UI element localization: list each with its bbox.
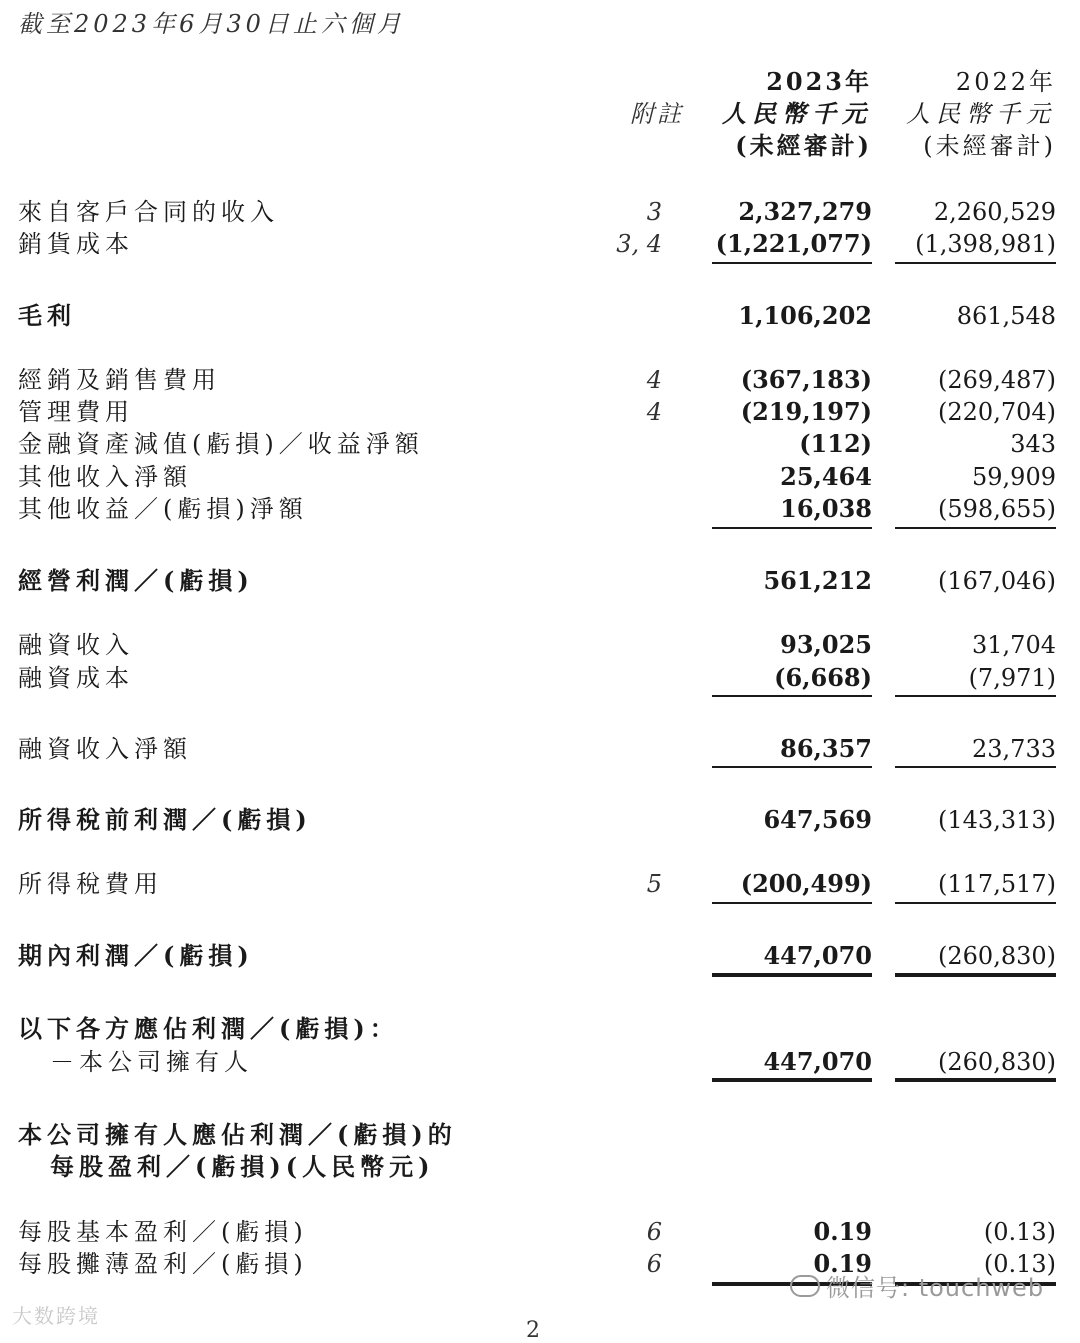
row-label: 本公司擁有人應佔利潤／(虧損)的	[18, 1120, 457, 1149]
page-number: 2	[526, 1318, 540, 1343]
table-row	[0, 396, 1080, 428]
row-value-2022: (143,313)	[938, 806, 1056, 834]
row-value-2022: (598,655)	[938, 495, 1056, 523]
header-2022-currency: 人民幣千元	[906, 100, 1056, 128]
row-value-2022: 31,704	[972, 631, 1056, 659]
row-label: 所得稅前利潤／(虧損)	[18, 805, 312, 834]
row-value-2022: (260,830)	[938, 942, 1056, 970]
row-note: 5	[646, 870, 662, 898]
total-rule	[895, 1078, 1056, 1082]
table-row	[0, 868, 1080, 900]
table-row	[0, 662, 1080, 694]
row-label: －本公司擁有人	[50, 1048, 253, 1076]
row-value-2022: 343	[1010, 430, 1056, 458]
table-row	[0, 428, 1080, 460]
row-value-2023: 16,038	[780, 494, 872, 523]
row-value-2022: (0.13)	[983, 1250, 1056, 1278]
table-row	[0, 493, 1080, 525]
total-rule	[712, 1078, 872, 1082]
table-row	[0, 733, 1080, 765]
table-row	[0, 1046, 1080, 1078]
row-value-2023: (6,668)	[774, 663, 872, 692]
row-label: 期內利潤／(虧損)	[18, 941, 254, 970]
header-2023-audit: (未經審計)	[735, 131, 872, 160]
row-value-2023: 447,070	[763, 1047, 872, 1076]
watermark-left: 大数跨境	[12, 1304, 100, 1328]
subtotal-rule	[895, 695, 1056, 697]
row-value-2022: 861,548	[956, 302, 1056, 330]
total-rule	[712, 973, 872, 977]
table-row	[0, 940, 1080, 972]
subtotal-rule	[712, 766, 872, 768]
row-value-2022: (7,971)	[968, 664, 1056, 692]
row-value-2023: 447,070	[763, 941, 872, 970]
watermark-right-text: 微信号: touchweb	[826, 1274, 1045, 1302]
row-note: 6	[646, 1218, 662, 1246]
subtotal-rule	[895, 527, 1056, 529]
row-value-2023: (112)	[799, 429, 872, 458]
row-value-2023: 647,569	[763, 805, 872, 834]
subtotal-rule	[895, 766, 1056, 768]
row-label: 以下各方應佔利潤／(虧損)：	[18, 1014, 399, 1043]
table-row	[0, 196, 1080, 228]
statement-period: 截至2023年6月30日止六個月	[18, 10, 405, 38]
total-rule	[895, 973, 1056, 977]
subtotal-rule	[712, 902, 872, 904]
row-label: 每股攤薄盈利／(虧損)	[18, 1250, 308, 1278]
row-label: 融資成本	[18, 664, 134, 692]
table-row	[0, 1119, 1080, 1151]
row-value-2023: (367,183)	[740, 365, 872, 394]
row-label: 融資收入淨額	[18, 735, 192, 763]
subtotal-rule	[712, 695, 872, 697]
table-row	[0, 461, 1080, 493]
row-value-2022: (167,046)	[938, 567, 1056, 595]
row-value-2023: 2,327,279	[738, 197, 872, 226]
row-value-2022: (117,517)	[938, 870, 1056, 898]
header-2023-year: 2023年	[766, 67, 872, 96]
row-label: 經銷及銷售費用	[18, 366, 221, 394]
row-value-2022: (269,487)	[938, 366, 1056, 394]
header-2023-currency: 人民幣千元	[722, 99, 872, 128]
row-value-2022: 23,733	[972, 735, 1056, 763]
row-note: 6	[646, 1250, 662, 1278]
table-row	[0, 1151, 1080, 1183]
row-value-2023: 93,025	[780, 630, 872, 659]
header-2022-year: 2022年	[955, 68, 1056, 96]
row-value-2022: (1,398,981)	[915, 230, 1056, 258]
row-value-2022: (260,830)	[938, 1048, 1056, 1076]
row-value-2022: 59,909	[972, 463, 1056, 491]
row-label: 每股盈利／(虧損)(人民幣元)	[50, 1152, 435, 1181]
row-label: 融資收入	[18, 631, 134, 659]
row-value-2022: 2,260,529	[933, 198, 1056, 226]
row-value-2023: 561,212	[763, 566, 872, 595]
table-row	[0, 1216, 1080, 1248]
wechat-icon	[790, 1275, 820, 1297]
row-value-2023: 1,106,202	[738, 301, 872, 330]
table-row	[0, 565, 1080, 597]
subtotal-rule	[712, 262, 872, 264]
table-row	[0, 804, 1080, 836]
header-2022	[880, 66, 1056, 162]
subtotal-rule	[895, 902, 1056, 904]
row-label: 其他收益／(虧損)淨額	[18, 495, 308, 523]
table-row	[0, 364, 1080, 396]
row-label: 金融資產減值(虧損)／收益淨額	[18, 430, 424, 458]
row-value-2023: (1,221,077)	[715, 229, 872, 258]
row-label: 經營利潤／(虧損)	[18, 566, 254, 595]
row-value-2023: 0.19	[813, 1249, 872, 1278]
table-row	[0, 300, 1080, 332]
row-label: 來自客戶合同的收入	[18, 198, 279, 226]
row-value-2023: 86,357	[780, 734, 872, 763]
watermark-right	[790, 1268, 1044, 1303]
row-note: 4	[646, 398, 662, 426]
row-value-2022: (220,704)	[938, 398, 1056, 426]
row-value-2023: (200,499)	[740, 869, 872, 898]
header-2023	[700, 66, 872, 162]
row-value-2023: 25,464	[780, 462, 872, 491]
row-value-2023: 0.19	[813, 1217, 872, 1246]
row-label: 其他收入淨額	[18, 463, 192, 491]
subtotal-rule	[712, 527, 872, 529]
row-label: 毛利	[18, 301, 76, 330]
row-value-2022: (0.13)	[983, 1218, 1056, 1246]
row-value-2023: (219,197)	[740, 397, 872, 426]
table-row	[0, 1013, 1080, 1045]
row-note: 3	[646, 198, 662, 226]
header-note: 附註	[630, 100, 684, 128]
row-label: 每股基本盈利／(虧損)	[18, 1218, 308, 1246]
row-label: 所得稅費用	[18, 870, 163, 898]
row-note: 3, 4	[616, 230, 662, 258]
subtotal-rule	[895, 262, 1056, 264]
row-note: 4	[646, 366, 662, 394]
header-2022-audit: (未經審計)	[923, 132, 1056, 160]
table-row	[0, 629, 1080, 661]
row-label: 管理費用	[18, 398, 134, 426]
row-label: 銷貨成本	[18, 230, 134, 258]
table-row	[0, 228, 1080, 260]
